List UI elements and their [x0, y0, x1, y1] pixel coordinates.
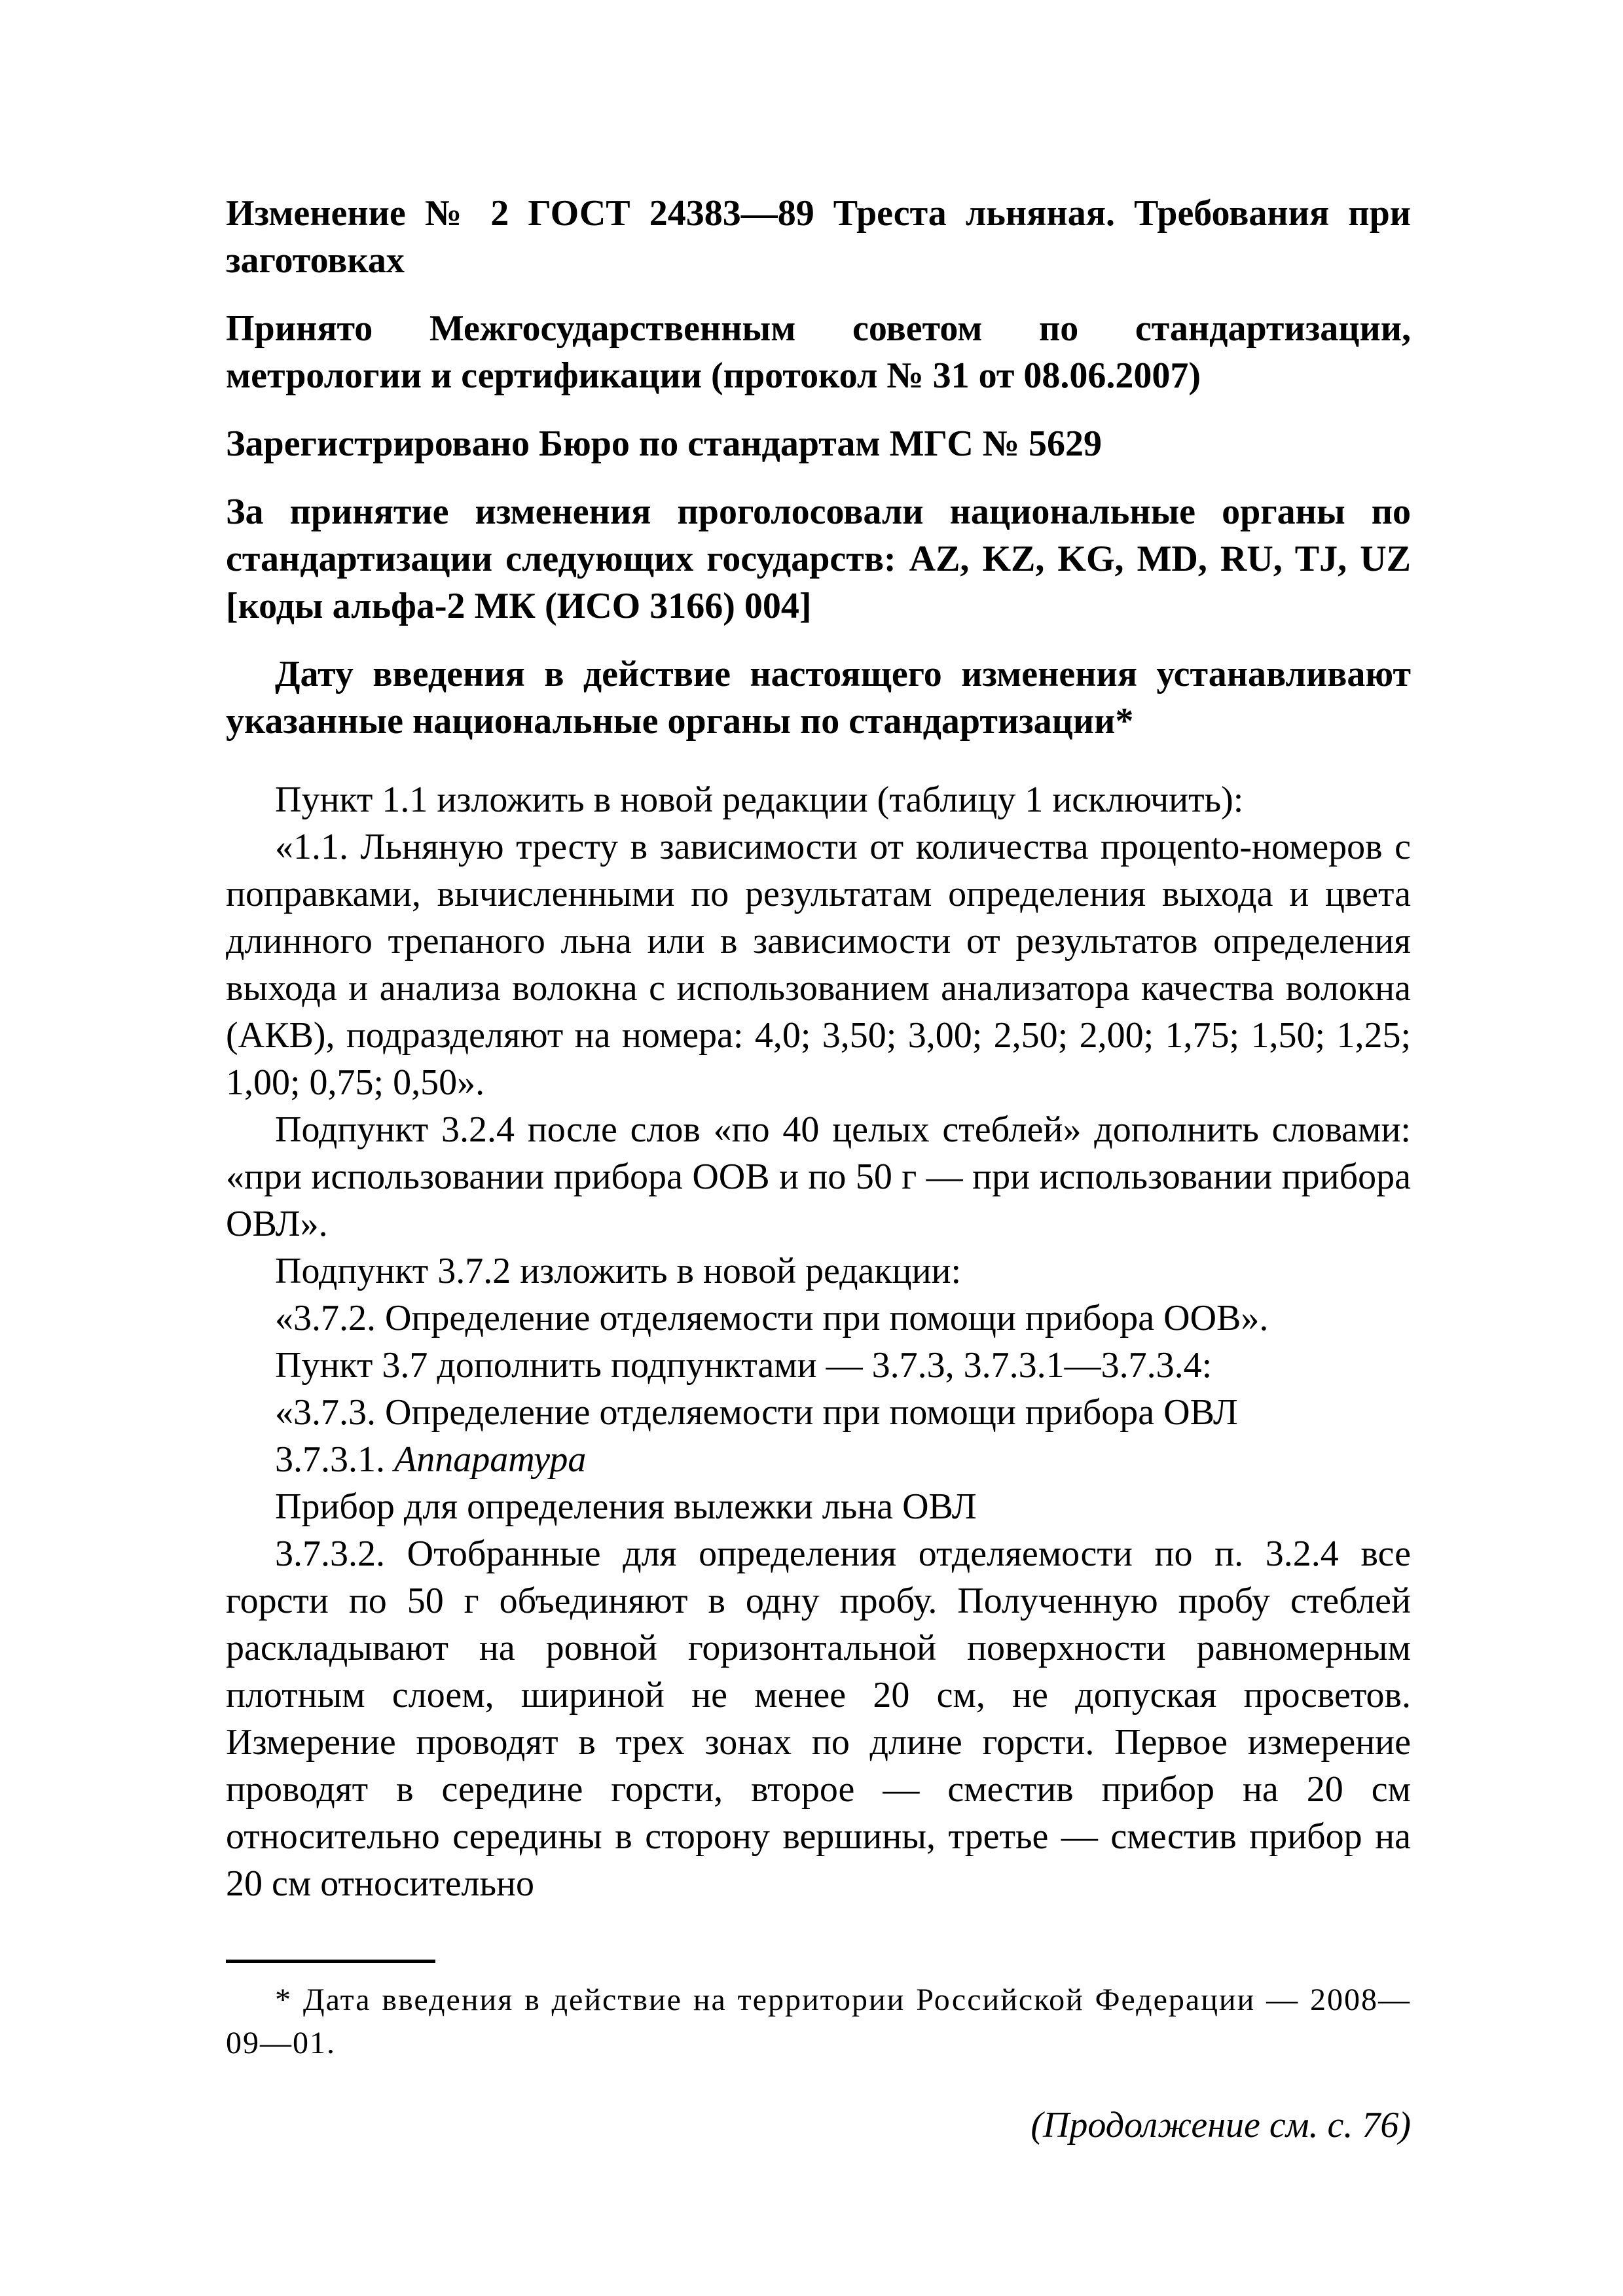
clause-heading: Аппаратура — [394, 1439, 587, 1480]
adopted-statement: Принято Межгосударственным советом по стандартизации, метрологии и сертификации (протокол № 31 от 08.06.2007) — [226, 308, 1411, 396]
paragraph: Подпункт 3.2.4 после слов «по 40 целых стеблей» дополнить словами: «при использовании прибора ООВ и по 50 г — при использовании прибора ОВЛ». — [226, 1109, 1411, 1244]
paragraph — [226, 1436, 1411, 1483]
footnote-divider — [226, 1960, 435, 1963]
paragraph: «1.1. Льняную тресту в зависимости от количества процento-номеров с поправками, вычисленными по результатам определения выхода и цвета длинного трепаного льна или в зависимости от результатов определения выхода и анализа волокна с использованием анализатора качества волокна (АКВ), подразделяют на номера: 4,0; 3,50; 3,00; 2,50; 2,00; 1,75; 1,50; 1,25; 1,00; 0,75; 0,50». — [226, 827, 1411, 1103]
paragraph: 3.7.3.2. Отобранные для определения отделяемости по п. 3.2.4 все горсти по 50 г объединяют в одну пробу. Полученную пробу стеблей раскладывают на ровной горизонтальной поверхности равномерным плотным слоем, шириной не менее 20 см, не допуская просветов. Измерение проводят в трех зонах по длине горсти. Первое измерение проводят в середине горсти, второе — сместив прибор на 20 см относительно середины в сторону вершины, третье — сместив прибор на 20 см относительно — [226, 1534, 1411, 1904]
paragraph: «3.7.3. Определение отделяемости при помощи прибора ОВЛ — [275, 1392, 1238, 1433]
footnote: * Дата введения в действие на территории Российской Федерации — 2008—09—01. — [226, 1982, 1411, 2060]
paragraph: Пункт 1.1 изложить в новой редакции (таблицу 1 исключить): — [275, 780, 1244, 820]
continuation-note: (Продолжение см. с. 76) — [1030, 2105, 1411, 2145]
amendment-title: Изменение № 2 ГОСТ 24383—89 Треста льняная. Требования при заготовках — [226, 193, 1411, 281]
paragraph: Подпункт 3.7.2 изложить в новой редакции: — [275, 1251, 962, 1291]
voting-statement: За принятие изменения проголосовали национальные органы по стандартизации следующих государств: AZ, KZ, KG, MD, RU, TJ, UZ [коды альфа-2 МК (ИСО 3166) 004] — [226, 492, 1411, 626]
document-page — [226, 190, 1411, 2149]
paragraph: «3.7.2. Определение отделяемости при помощи прибора ООВ». — [275, 1298, 1269, 1338]
clause-number: 3.7.3.1. — [275, 1439, 394, 1480]
registration-statement: Зарегистрировано Бюро по стандартам МГС № 5629 — [226, 423, 1103, 464]
effective-date-statement: Дату введения в действие настоящего изменения устанавливают указанные национальные органы по стандартизации* — [226, 654, 1411, 742]
paragraph: Пункт 3.7 дополнить подпунктами — 3.7.3, 3.7.3.1—3.7.3.4: — [275, 1345, 1213, 1386]
paragraph: Прибор для определения вылежки льна ОВЛ — [275, 1486, 977, 1527]
